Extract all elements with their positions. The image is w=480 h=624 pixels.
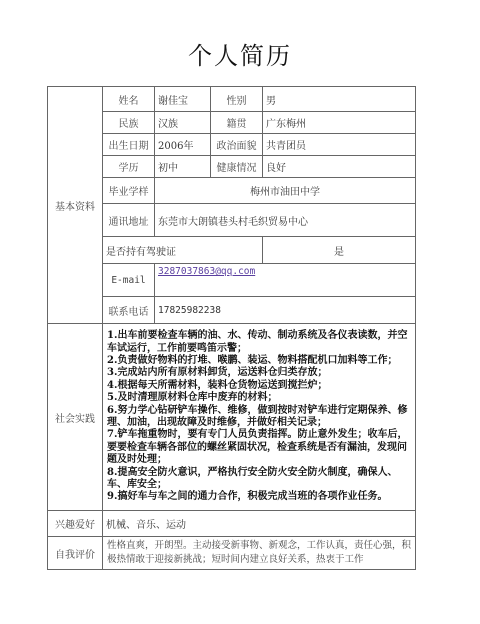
license-label: 是否持有驾驶证 (103, 237, 263, 264)
practice-item: 7.铲车拖重物时，要有专门人员负责指挥。防止意外发生；收车后，要要检查车辆各部位的螺丝紧固状况，检查系统是否有漏油，发现问题及时处理； (107, 429, 408, 466)
origin-label: 籍贯 (211, 112, 263, 134)
birth-value: 2006年 (155, 134, 211, 156)
resume-table (47, 86, 416, 570)
practice-item: 1.出车前要检查车辆的油、水、传动、制动系统及各仪表读数，并空车试运行，工作前要鸣笛示警； (107, 330, 408, 354)
politics-value: 共青团员 (263, 134, 416, 156)
email-label: E-mail (103, 264, 155, 297)
health-label: 健康情况 (211, 156, 263, 178)
self-eval-value: 性格直爽，开朗型。主动接受新事物、新观念，工作认真，责任心强，积极热情敢于迎接新挑战；短时间内建立良好关系，热衷于工作 (103, 537, 416, 570)
health-value: 良好 (263, 156, 416, 178)
name-value: 谢佳宝 (155, 87, 211, 112)
address-label: 通讯地址 (103, 204, 155, 237)
email-link[interactable]: 3287037863@qq.com (158, 266, 256, 277)
practice-item: 5.及时清理原材料仓库中废弃的材料； (107, 392, 278, 404)
self-eval-label: 自我评价 (48, 537, 103, 570)
birth-label: 出生日期 (103, 134, 155, 156)
ethnicity-value: 汉族 (155, 112, 211, 134)
basic-info-label: 基本资料 (48, 87, 103, 324)
practice-item: 6.努力学心钻研铲车操作、维修，做到按时对铲车进行定期保养、修理、加油，出现故障及时维修，并做好相关记录； (107, 404, 408, 428)
practice-label: 社会实践 (48, 324, 103, 511)
ethnicity-label: 民族 (103, 112, 155, 134)
practice-item: 9.搞好车与车之间的通力合作，积极完成当班的各项作业任务。 (107, 491, 388, 503)
page-title: 个人简历 (188, 42, 292, 70)
hobbies-label: 兴趣爱好 (48, 511, 103, 537)
practice-content (103, 324, 416, 511)
origin-value: 广东梅州 (263, 112, 416, 134)
gender-value: 男 (263, 87, 416, 112)
practice-item: 4.根据每天所需材料，装料仓货物运送到搅拦炉； (107, 379, 328, 391)
address-value: 东莞市大朗镇巷头村毛织贸易中心 (155, 204, 416, 237)
school-value: 梅州市油田中学 (155, 178, 416, 204)
practice-item: 2.负责做好物料的打堆、喉鹏、装运、物料搭配机口加料等工作； (107, 354, 398, 366)
name-label: 姓名 (103, 87, 155, 112)
gender-label: 性别 (211, 87, 263, 112)
license-value: 是 (263, 237, 416, 264)
hobbies-value: 机械、音乐、运动 (103, 511, 416, 537)
phone-value: 17825982238 (155, 297, 416, 324)
education-value: 初中 (155, 156, 211, 178)
education-label: 学历 (103, 156, 155, 178)
phone-label: 联系电话 (103, 297, 155, 324)
school-label: 毕业学样 (103, 178, 155, 204)
practice-item: 8.提高安全防火意识，严格执行安全防火安全防火制度，确保人、车、库安全； (107, 466, 398, 491)
politics-label: 政治面貌 (211, 134, 263, 156)
practice-item: 3.完成站内所有原材料卸货，运送料仓归类存放； (107, 367, 328, 379)
